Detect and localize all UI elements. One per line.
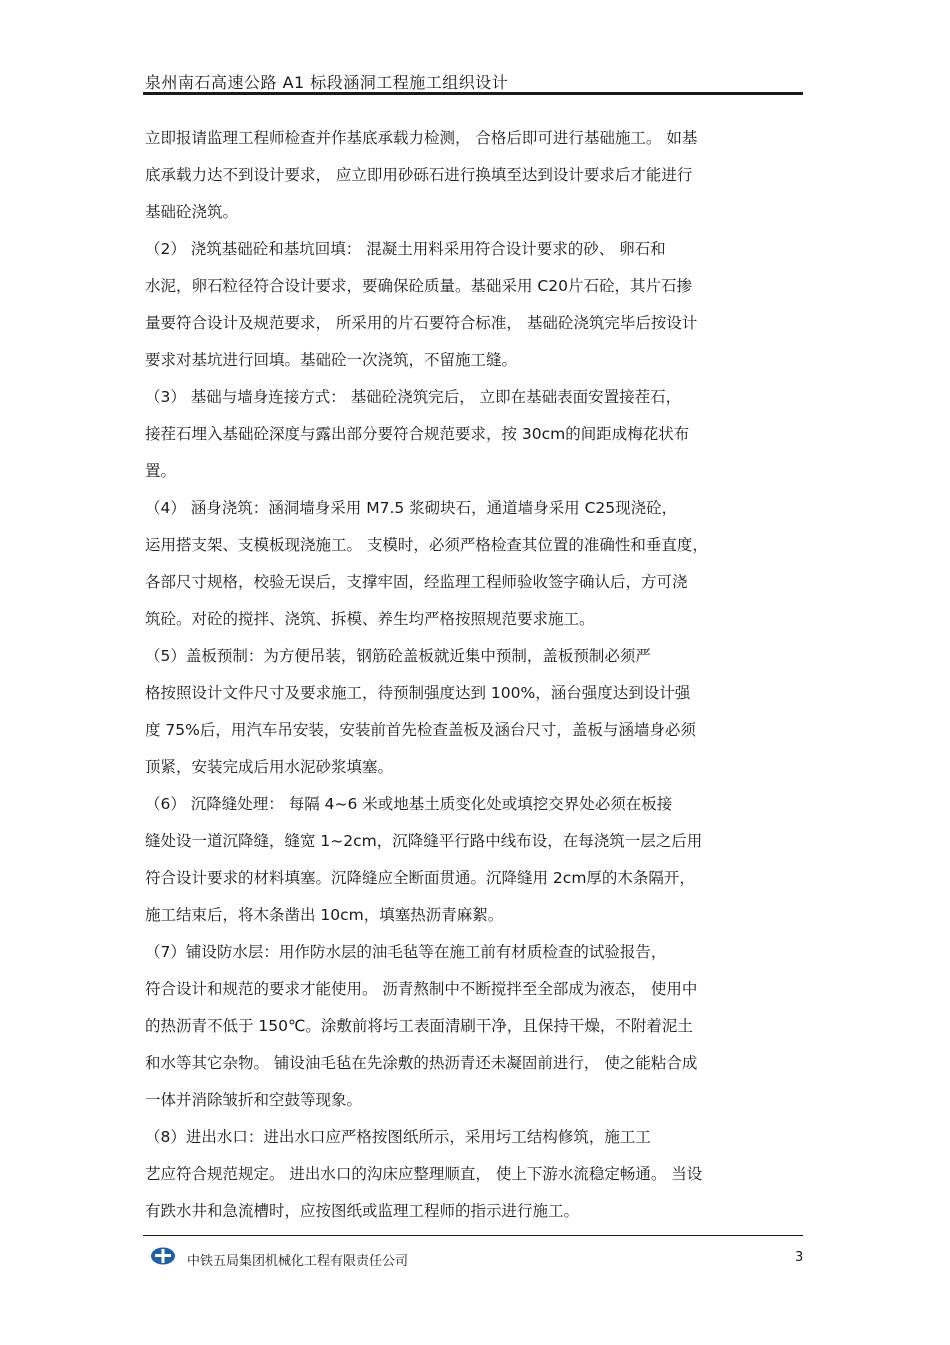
body-line: 的热沥青不低于 150℃。涂敷前将圬工表面清刷干净，且保持干燥，不附着泥土 (145, 1017, 693, 1035)
body-line: 和水等其它杂物。 铺设油毛毡在先涂敷的热沥青还未凝固前进行， 使之能粘合成 (145, 1054, 698, 1072)
body-line: 艺应符合规范规定。 进出水口的沟床应整理顺直， 使上下游水流稳定畅通。 当设 (145, 1165, 703, 1183)
body-line: 有跌水井和急流槽时，应按图纸或监理工程师的指示进行施工。 (145, 1202, 580, 1220)
body-line: 水泥，卵石粒径符合设计要求，要确保砼质量。基础采用 C20片石砼，其片石掺 (145, 277, 692, 295)
body-line: 度 75%后，用汽车吊安装，安装前首先检查盖板及涵台尺寸，盖板与涵墙身必须 (145, 721, 696, 739)
body-line: 各部尺寸规格，校验无误后，支撑牢固，经监理工程师验收签字确认后，方可浇 (145, 573, 688, 591)
body-line: （3） 基础与墙身连接方式： 基础砼浇筑完后， 立即在基础表面安置接茬石， (145, 388, 682, 406)
body-line: 一体并消除皱折和空鼓等现象。 (145, 1091, 363, 1109)
body-line: 要求对基坑进行回填。基础砼一次浇筑，不留施工缝。 (145, 351, 518, 369)
body-line: 符合设计和规范的要求才能使用。 沥青熬制中不断搅拌至全部成为液态， 使用中 (145, 980, 698, 998)
body-line: （4） 涵身浇筑：涵洞墙身采用 M7.5 浆砌块石，通道墙身采用 C25现浇砼， (145, 499, 678, 517)
body-line: 筑砼。对砼的搅拌、浇筑、拆模、养生均严格按照规范要求施工。 (145, 610, 595, 628)
body-line: 施工结束后，将木条凿出 10cm，填塞热沥青麻絮。 (145, 906, 504, 924)
body-line: 格按照设计文件尺寸及要求施工，待预制强度达到 100%，涵台强度达到设计强 (145, 684, 691, 702)
body-line: 符合设计要求的材料填塞。沉降缝应全断面贯通。沉降缝用 2cm厚的木条隔开， (145, 869, 695, 887)
body-line: （6） 沉降缝处理： 每隔 4~6 米或地基土质变化处或填挖交界处必须在板接 (145, 795, 673, 813)
header-title: 泉州南石高速公路 A1 标段涵洞工程施工组织设计 (145, 73, 509, 92)
body-line: （5）盖板预制：为方便吊装，钢筋砼盖板就近集中预制，盖板预制必须严 (145, 647, 651, 665)
body-line: 缝处设一道沉降缝，缝宽 1~2cm，沉降缝平行路中线布设，在每浇筑一层之后用 (145, 832, 703, 850)
body-line: 运用搭支架、支模板现浇施工。 支模时，必须严格检查其位置的准确性和垂直度， (145, 536, 708, 554)
body-line: 接茬石埋入基础砼深度与露出部分要符合规范要求，按 30cm的间距成梅花状布 (145, 425, 690, 443)
body-line: 立即报请监理工程师检查并作基底承载力检测， 合格后即可进行基础施工。 如基 (145, 129, 698, 147)
body-line: （8）进出水口：进出水口应严格按图纸所示，采用圬工结构修筑，施工工 (145, 1128, 651, 1146)
page-number: 3 (795, 1250, 804, 1265)
company-logo-icon (150, 1246, 176, 1266)
body-line: （7）铺设防水层：用作防水层的油毛毡等在施工前有材质检查的试验报告， (145, 943, 667, 961)
footer-company: 中铁五局集团机械化工程有限责任公司 (187, 1254, 409, 1269)
body-line: 置。 (145, 462, 177, 480)
header-rule (143, 92, 803, 95)
body-line: 底承载力达不到设计要求， 应立即用砂砾石进行换填至达到设计要求后才能进行 (145, 166, 693, 184)
body-line: 基础砼浇筑。 (145, 203, 239, 221)
body-line: 量要符合设计及规范要求， 所采用的片石要符合标准， 基础砼浇筑完毕后按设计 (145, 314, 698, 332)
footer-rule (143, 1235, 803, 1236)
body-line: （2） 浇筑基础砼和基坑回填： 混凝土用料采用符合设计要求的砂、 卵石和 (145, 240, 666, 258)
body-line: 顶紧，安装完成后用水泥砂浆填塞。 (145, 758, 394, 776)
